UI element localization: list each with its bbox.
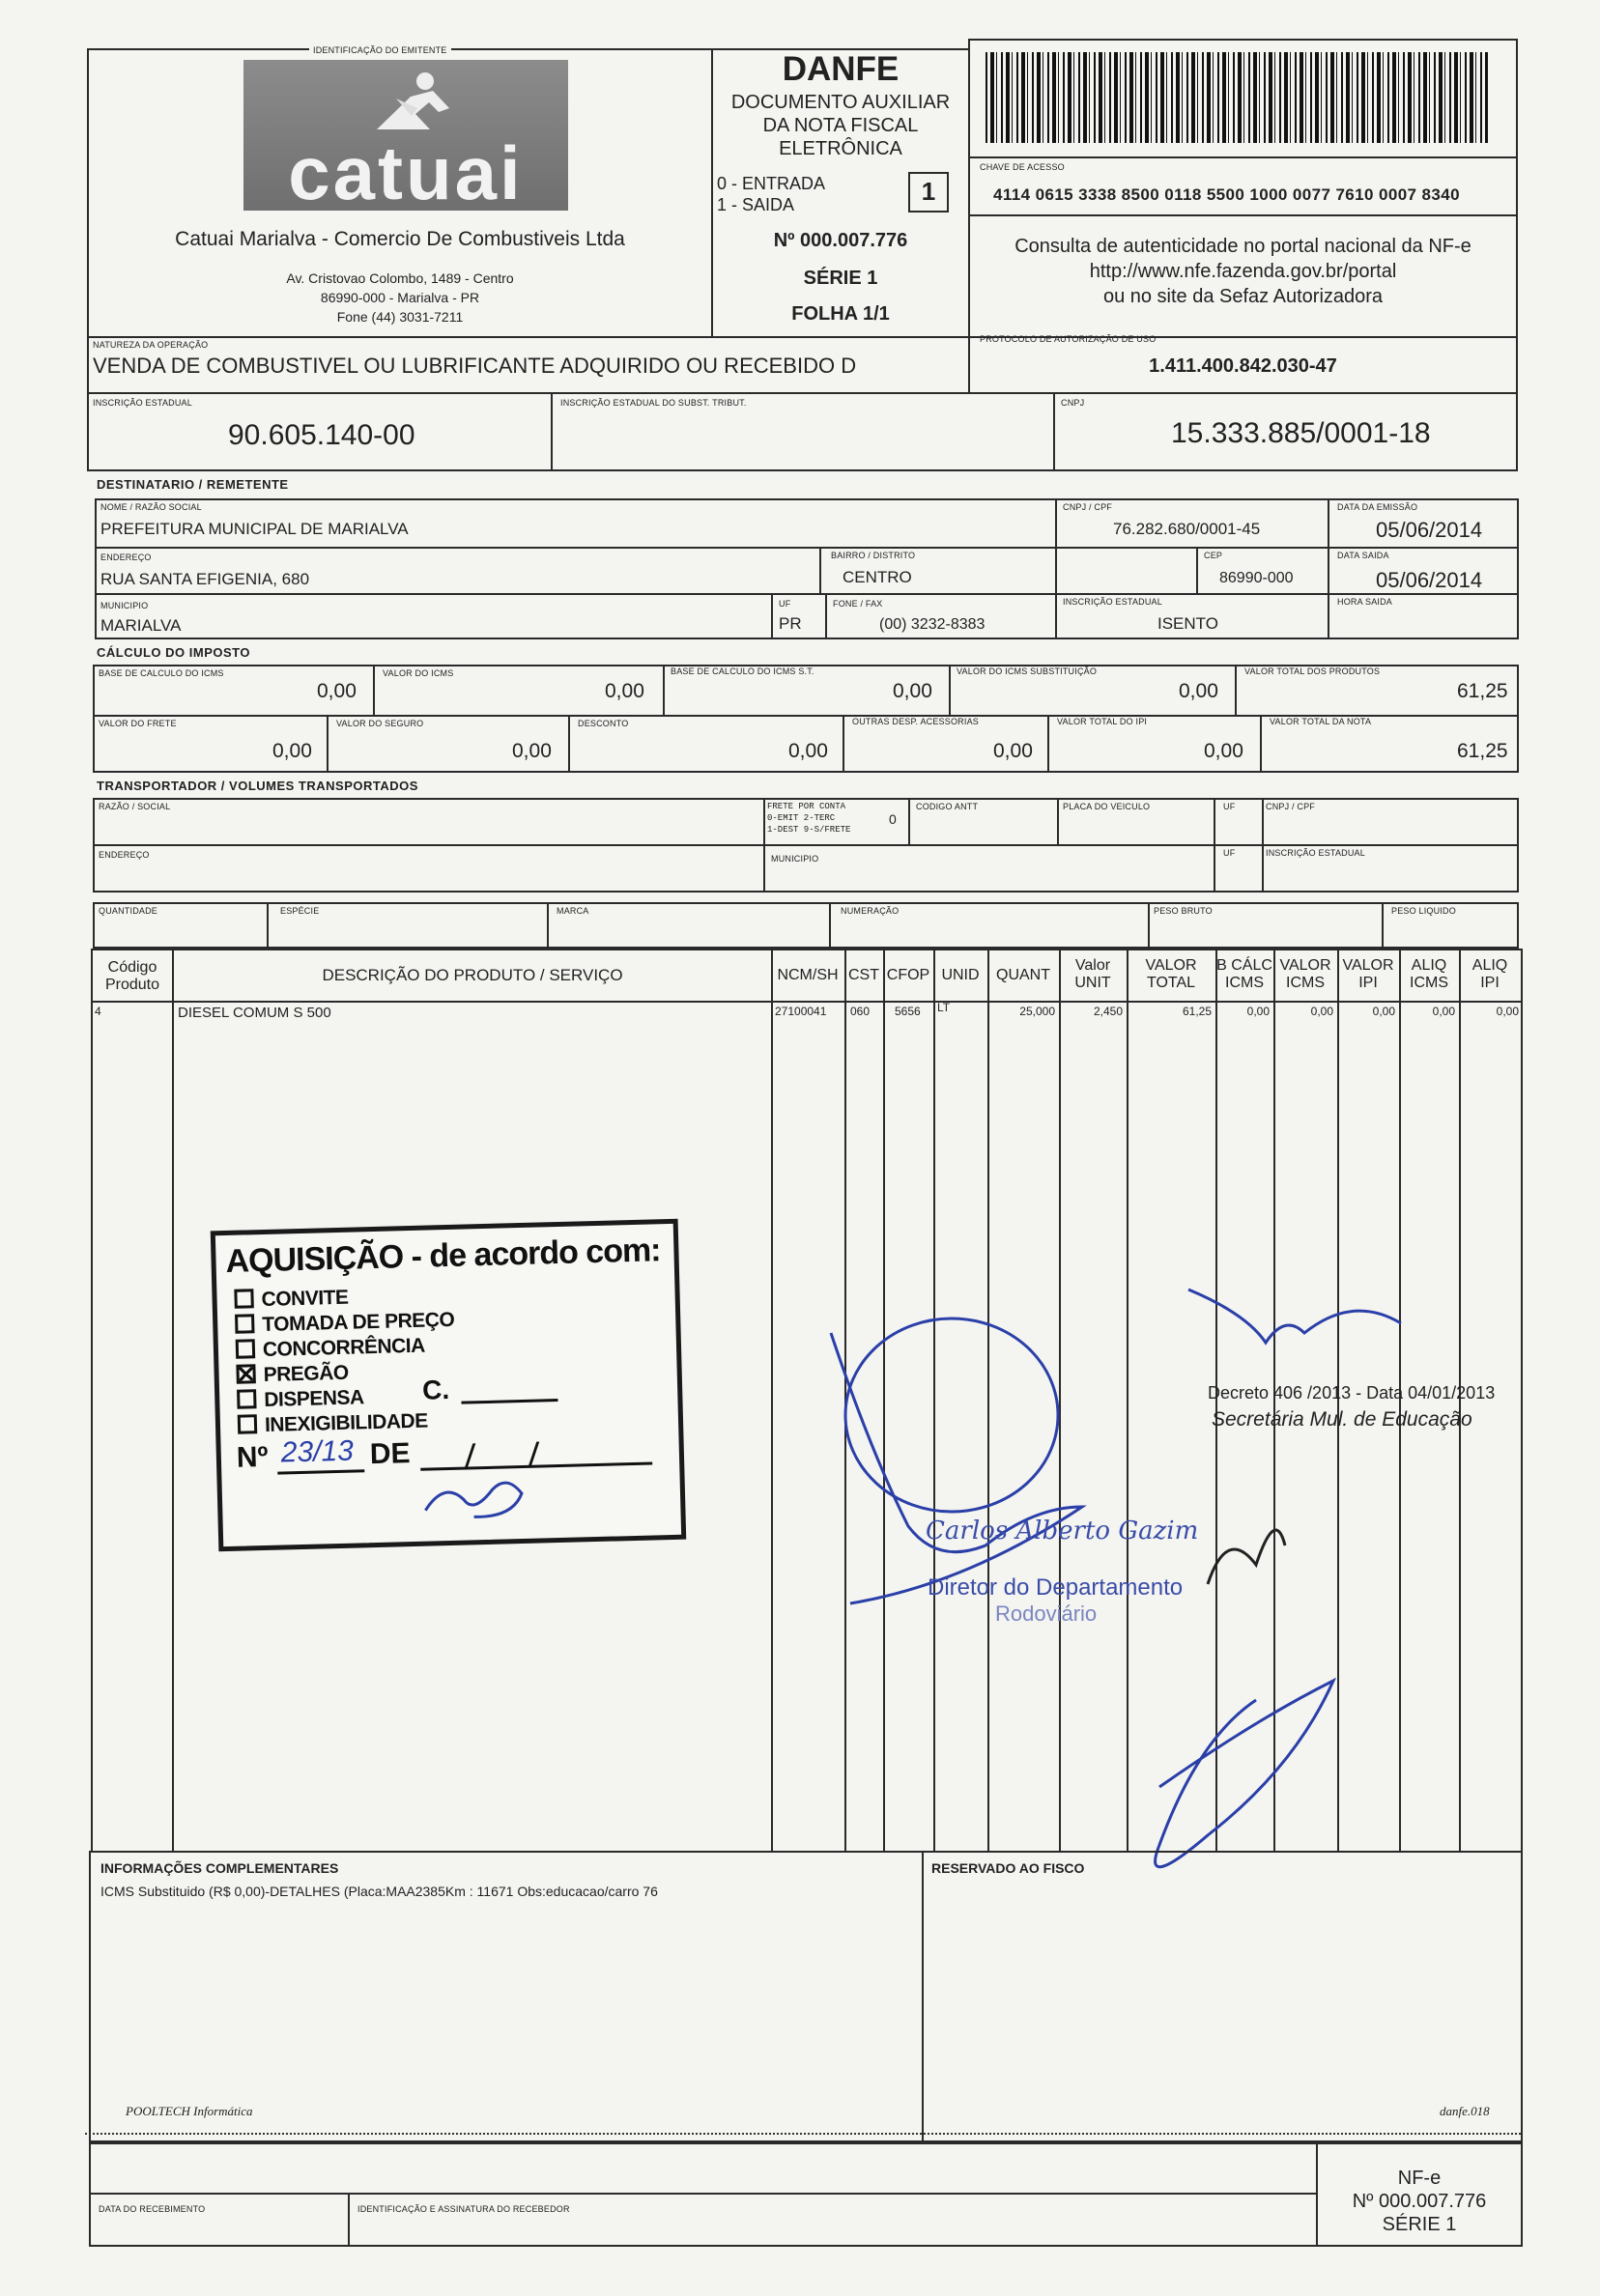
danfe-subtitle-1: DOCUMENTO AUXILIAR — [730, 92, 951, 113]
danfe-folha: FOLHA 1/1 — [791, 303, 890, 325]
col-aipi-2: IPI — [1480, 975, 1500, 991]
chave-label: CHAVE DE ACESSO — [980, 162, 1065, 172]
dest-fone-label: FONE / FAX — [833, 599, 883, 609]
col-vunit-1: Valor — [1074, 957, 1111, 974]
dest-endereco: RUA SANTA EFIGENIA, 680 — [100, 570, 310, 588]
col-vtotal-2: TOTAL — [1146, 975, 1196, 991]
row-unid: LT — [937, 1001, 951, 1014]
software-credit: POOLTECH Informática — [126, 2104, 253, 2118]
col-aicms-1: ALIQ — [1411, 957, 1447, 974]
numeracao-label: NUMERAÇÃO — [841, 906, 900, 916]
placa-label: PLACA DO VEICULO — [1063, 802, 1151, 811]
canhoto-nfe: NF-e — [1397, 2168, 1442, 2189]
danfe-numero: Nº 000.007.776 — [773, 230, 908, 251]
especie-label: ESPÉCIE — [280, 906, 320, 916]
row-vtotal: 61,25 — [1182, 1005, 1212, 1018]
dest-municipio-label: MUNICIPIO — [100, 601, 149, 610]
dest-nome: PREFEITURA MUNICIPAL DE MARIALVA — [100, 520, 409, 538]
row-descricao: DIESEL COMUM S 500 — [178, 1005, 331, 1021]
dest-cnpj: 76.282.680/0001-45 — [1113, 520, 1261, 538]
danfe-title: DANFE — [782, 50, 900, 88]
bc-icms: 0,00 — [317, 680, 357, 702]
fisco-label: RESERVADO AO FISCO — [931, 1860, 1085, 1876]
qtd-label: QUANTIDADE — [99, 906, 158, 916]
natureza-label: NATUREZA DA OPERAÇÃO — [93, 340, 209, 350]
bc-st: 0,00 — [893, 680, 932, 702]
bc-icms-label: BASE DE CALCULO DO ICMS — [99, 668, 224, 678]
stamp-dispensa-c: C. — [421, 1374, 450, 1405]
emitter-section-label: IDENTIFICAÇÃO DO EMITENTE — [309, 45, 451, 55]
cut-line — [85, 2133, 1521, 2135]
col-vipi-1: VALOR — [1342, 957, 1394, 974]
dest-uf-label: UF — [779, 599, 791, 609]
transp-endereco-label: ENDEREÇO — [99, 850, 150, 860]
ie-value: 90.605.140-00 — [228, 419, 415, 451]
stamp-option-concorrencia: CONCORRÊNCIA — [236, 1335, 425, 1363]
dest-cep-label: CEP — [1204, 551, 1223, 560]
ipi: 0,00 — [1204, 740, 1243, 762]
v-st: 0,00 — [1179, 680, 1218, 702]
dest-cnpj-label: CNPJ / CPF — [1063, 502, 1113, 512]
danfe-subtitle-2: DA NOTA FISCAL — [762, 115, 919, 136]
ie-label: INSCRIÇÃO ESTADUAL — [93, 398, 192, 408]
col-codigo-1: Código — [107, 959, 157, 976]
canhoto-box — [89, 2142, 1523, 2247]
info-label: INFORMAÇÕES COMPLEMENTARES — [100, 1860, 339, 1876]
danfe-serie: SÉRIE 1 — [803, 268, 878, 289]
row-quant: 25,000 — [1019, 1005, 1055, 1018]
outras: 0,00 — [993, 740, 1033, 762]
annotation-gazim: Carlos Alberto Gazim — [926, 1516, 1199, 1545]
col-quant: QUANT — [996, 967, 1050, 983]
col-bc-2: ICMS — [1225, 975, 1264, 991]
desconto: 0,00 — [788, 740, 828, 762]
col-cfop: CFOP — [886, 967, 930, 983]
row-ncm: 27100041 — [775, 1005, 827, 1018]
seguro-label: VALOR DO SEGURO — [336, 719, 424, 728]
emitter-phone: Fone (44) 3031-7211 — [336, 309, 464, 325]
seguro: 0,00 — [512, 740, 552, 762]
peso-bruto-label: PESO BRUTO — [1154, 906, 1213, 916]
col-aipi-1: ALIQ — [1471, 957, 1508, 974]
bc-st-label: BASE DE CALCULO DO ICMS S.T. — [671, 666, 814, 676]
natureza-value: VENDA DE COMBUSTIVEL OU LUBRIFICANTE ADQUIRIDO OU RECEBIDO D — [93, 354, 857, 378]
danfe-tipo: 1 — [921, 177, 936, 206]
antt-label: CODIGO ANTT — [916, 802, 979, 811]
signature-stroke-4 — [1208, 1530, 1285, 1584]
dest-bairro: CENTRO — [843, 568, 912, 586]
destinatario-section: DESTINATARIO / REMETENTE — [97, 477, 289, 492]
marca-label: MARCA — [557, 906, 589, 916]
danfe-saida: 1 - SAIDA — [717, 195, 795, 214]
imposto-section: CÁLCULO DO IMPOSTO — [97, 645, 250, 660]
data-recebimento-label: DATA DO RECEBIMENTO — [99, 2204, 206, 2214]
peso-liquido-label: PESO LIQUIDO — [1391, 906, 1456, 916]
transp-ie-label: INSCRIÇÃO ESTADUAL — [1266, 848, 1365, 858]
row-cfop: 5656 — [895, 1005, 921, 1018]
dest-saida: 05/06/2014 — [1376, 568, 1483, 592]
dest-emissao: 05/06/2014 — [1376, 518, 1483, 542]
col-descricao: DESCRIÇÃO DO PRODUTO / SERVIÇO — [322, 966, 623, 984]
signature-stroke-2 — [1188, 1290, 1401, 1343]
annotation-gazim-2: Diretor do Departamento — [928, 1574, 1184, 1601]
v-st-label: VALOR DO ICMS SUBSTITUIÇÃO — [957, 666, 1098, 676]
col-vicms-1: VALOR — [1279, 957, 1331, 974]
stamp-number-hand: 23/13 — [280, 1434, 355, 1469]
dest-hora-label: HORA SAIDA — [1337, 597, 1393, 607]
stamp-number-label: Nº — [236, 1440, 269, 1474]
signature-stroke-3 — [1156, 1681, 1333, 1867]
row-codigo: 4 — [95, 1005, 101, 1018]
stamp-option-pregao: PREGÃO — [236, 1362, 349, 1388]
nota: 61,25 — [1457, 740, 1508, 762]
consulta-line-3: ou no site da Sefaz Autorizadora — [1102, 286, 1384, 307]
v-icms-label: VALOR DO ICMS — [383, 668, 454, 678]
col-vicms-2: ICMS — [1286, 975, 1325, 991]
dest-cep: 86990-000 — [1219, 570, 1294, 586]
v-prod: 61,25 — [1457, 680, 1508, 702]
dest-nome-label: NOME / RAZÃO SOCIAL — [100, 502, 202, 512]
frete-label: VALOR DO FRETE — [99, 719, 177, 728]
row-vicms: 0,00 — [1310, 1005, 1333, 1018]
transp-razao-label: RAZÃO / SOCIAL — [99, 802, 171, 811]
stamp-option-inexigibilidade: INEXIGIBILIDADE — [238, 1410, 428, 1438]
stamp-date-label: DE — [369, 1437, 411, 1471]
dest-emissao-label: DATA DA EMISSÃO — [1337, 502, 1418, 512]
desconto-label: DESCONTO — [578, 719, 629, 728]
emitter-cnpj-value: 15.333.885/0001-18 — [1171, 417, 1431, 449]
row-aicms: 0,00 — [1432, 1005, 1455, 1018]
row-vipi: 0,00 — [1372, 1005, 1395, 1018]
form-code: danfe.018 — [1440, 2104, 1490, 2118]
canhoto-numero: Nº 000.007.776 — [1352, 2191, 1487, 2212]
stamp-option-dispensa: DISPENSA — [237, 1386, 364, 1412]
emitter-name: Catuai Marialva - Comercio De Combustiveis Ltda — [175, 228, 625, 250]
stamp-option-convite: CONVITE — [234, 1287, 348, 1313]
emitter-address1: Av. Cristovao Colombo, 1489 - Centro — [286, 270, 514, 286]
emitter-address2: 86990-000 - Marialva - PR — [320, 290, 480, 305]
frete-line-3: 1-DEST 9-S/FRETE — [767, 825, 851, 835]
consulta-line-2: http://www.nfe.fazenda.gov.br/portal — [1089, 261, 1397, 282]
col-ncm: NCM/SH — [777, 967, 839, 983]
col-codigo-2: Produto — [104, 977, 160, 993]
dest-bairro-label: BAIRRO / DISTRITO — [831, 551, 916, 560]
dest-saida-label: DATA SAIDA — [1337, 551, 1389, 560]
dest-endereco-label: ENDEREÇO — [100, 553, 152, 562]
nota-label: VALOR TOTAL DA NOTA — [1270, 717, 1372, 726]
col-vunit-2: UNIT — [1074, 975, 1111, 991]
ident-recebedor-label: IDENTIFICAÇÃO E ASSINATURA DO RECEBEDOR — [357, 2204, 570, 2214]
col-unid: UNID — [941, 967, 980, 983]
iest-label: INSCRIÇÃO ESTADUAL DO SUBST. TRIBUT. — [560, 398, 747, 408]
stamp-option-tomada: TOMADA DE PREÇO — [235, 1309, 455, 1338]
transp-uf2-label: UF — [1223, 848, 1236, 858]
row-cst: 060 — [850, 1005, 871, 1018]
consulta-line-1: Consulta de autenticidade no portal nacional da NF-e — [1014, 236, 1471, 257]
emitter-cnpj-label: CNPJ — [1061, 398, 1085, 408]
info-text: ICMS Substituido (R$ 0,00)-DETALHES (Placa:MAA2385Km : 11671 Obs:educacao/carro 76 — [100, 1884, 658, 1899]
row-vunit: 2,450 — [1093, 1005, 1123, 1018]
frete-line-1: FRETE POR CONTA — [767, 802, 846, 811]
protocolo-value: 1.411.400.842.030-47 — [1149, 355, 1337, 377]
signature-stroke-1 — [831, 1333, 1082, 1603]
transp-cnpj-label: CNPJ / CPF — [1266, 802, 1316, 811]
col-aicms-2: ICMS — [1410, 975, 1448, 991]
v-icms: 0,00 — [605, 680, 644, 702]
transp-uf-label: UF — [1223, 802, 1236, 811]
dest-ie: ISENTO — [1157, 614, 1218, 633]
dest-uf: PR — [779, 614, 802, 633]
frete: 0,00 — [272, 740, 312, 762]
row-bc: 0,00 — [1246, 1005, 1270, 1018]
frete-line-2: 0-EMIT 2-TERC — [767, 813, 836, 823]
annotation-gazim-3: Rodoviário — [995, 1602, 1098, 1626]
signature-circle-1 — [845, 1318, 1058, 1512]
row-aipi: 0,00 — [1496, 1005, 1519, 1018]
dest-municipio: MARIALVA — [100, 616, 182, 635]
annotation-secretaria: Secretária Mul. de Educação — [1212, 1408, 1472, 1431]
ipi-label: VALOR TOTAL DO IPI — [1057, 717, 1148, 726]
col-vipi-2: IPI — [1358, 975, 1378, 991]
logo-wordmark: catuai — [288, 130, 524, 215]
stamp-title: AQUISIÇÃO - de acordo com: — [225, 1232, 661, 1280]
transp-municipio-label: MUNICIPIO — [771, 854, 819, 864]
col-vtotal-1: VALOR — [1145, 957, 1197, 974]
annotation-decreto: Decreto 406 /2013 - Data 04/01/2013 — [1208, 1383, 1496, 1403]
danfe-subtitle-3: ELETRÔNICA — [779, 138, 902, 159]
chave-value: 4114 0615 3338 8500 0118 5500 1000 0077 7610 0007 8340 — [993, 185, 1460, 204]
dest-fone: (00) 3232-8383 — [879, 616, 986, 633]
transporte-section: TRANSPORTADOR / VOLUMES TRANSPORTADOS — [97, 779, 418, 793]
col-bc-1: B CÁLC — [1216, 957, 1272, 974]
danfe-entrada: 0 - ENTRADA — [717, 174, 826, 193]
outras-label: OUTRAS DESP. ACESSORIAS — [852, 717, 979, 726]
frete-value: 0 — [889, 811, 897, 827]
v-prod-label: VALOR TOTAL DOS PRODUTOS — [1244, 666, 1381, 676]
dest-ie-label: INSCRIÇÃO ESTADUAL — [1063, 597, 1162, 607]
protocolo-label: PROTOCOLO DE AUTORIZAÇÃO DE USO — [980, 334, 1157, 344]
col-cst: CST — [848, 967, 879, 983]
canhoto-serie: SÉRIE 1 — [1382, 2214, 1457, 2235]
